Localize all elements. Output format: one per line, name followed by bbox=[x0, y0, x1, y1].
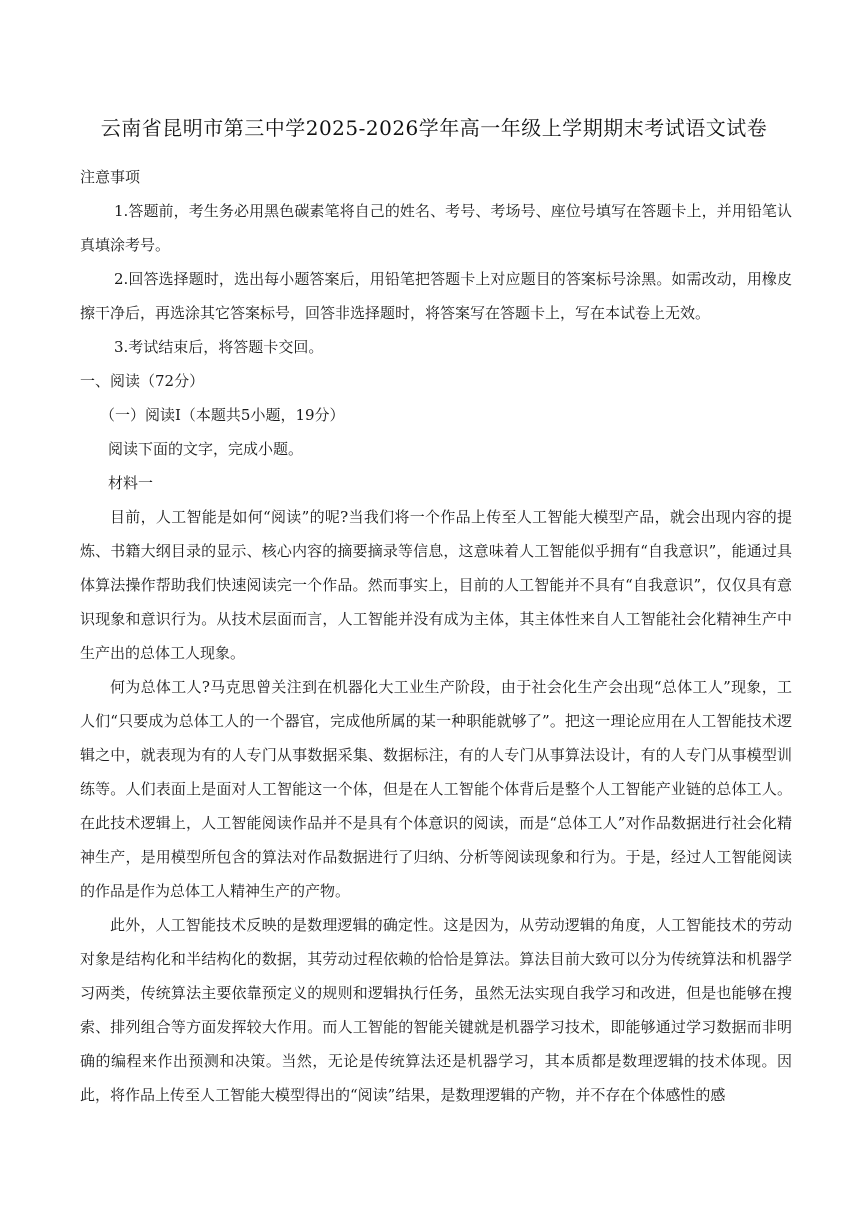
exam-content bbox=[80, 160, 792, 1112]
body-paragraph-1: 目前，人工智能是如何“阅读”的呢?当我们将一个作品上传至人工智能大模型产品，就会出现内容的提炼、书籍大纲目录的显示、核心内容的摘要摘录等信息，这意味着人工智能似乎拥有“自我意识”，能通过具体算法操作帮助我们快速阅读完一个作品。然而事实上，目前的人工智能并不具有“自我意识”，仅仅具有意识现象和意识行为。从技术层面而言，人工智能并没有成为主体，其主体性来自人工智能社会化精神生产中生产出的总体工人现象。 bbox=[80, 508, 792, 662]
notice-item-2: 2.回答选择题时，选出每小题答案后，用铅笔把答题卡上对应题目的答案标号涂黑。如需改动，用橡皮擦干净后，再选涂其它答案标号，回答非选择题时，将答案写在答题卡上，写在本试卷上无效。 bbox=[80, 270, 792, 322]
notice-heading: 注意事项 bbox=[80, 168, 141, 186]
notice-item-1: 1.答题前，考生务必用黑色碳素笔将自己的姓名、考号、考场号、座位号填写在答题卡上，并用铅笔认真填涂考号。 bbox=[80, 202, 792, 254]
section-subheading: （一）阅读Ⅰ（本题共5小题，19分） bbox=[100, 406, 345, 424]
notice-item-3: 3.考试结束后，将答题卡交回。 bbox=[114, 338, 324, 356]
material-label: 材料一 bbox=[108, 474, 154, 492]
reading-instruction: 阅读下面的文字，完成小题。 bbox=[108, 440, 304, 458]
section-heading: 一、阅读（72分） bbox=[80, 372, 205, 390]
body-paragraph-2: 何为总体工人?马克思曾关注到在机器化大工业生产阶段，由于社会化生产会出现“总体工人”现象，工人们“只要成为总体工人的一个器官，完成他所属的某一种职能就够了”。把这一理论应用在人工智能技术逻辑之中，就表现为有的人专门从事数据采集、数据标注，有的人专门从事算法设计，有的人专门从事模型训练等。人们表面上是面对人工智能这一个体，但是在人工智能个体背后是整个人工智能产业链的总体工人。在此技术逻辑上，人工智能阅读作品并不是具有个体意识的阅读，而是“总体工人”对作品数据进行社会化精神生产，是用模型所包含的算法对作品数据进行了归纳、分析等阅读现象和行为。于是，经过人工智能阅读的作品是作为总体工人精神生产的产物。 bbox=[80, 678, 792, 900]
body-paragraph-3: 此外，人工智能技术反映的是数理逻辑的确定性。这是因为，从劳动逻辑的角度，人工智能技术的劳动对象是结构化和半结构化的数据，其劳动过程依赖的恰恰是算法。算法目前大致可以分为传统算法和机器学习两类，传统算法主要依靠预定义的规则和逻辑执行任务，虽然无法实现自我学习和改进，但是也能够在搜索、排列组合等方面发挥较大作用。而人工智能的智能关键就是机器学习技术，即能够通过学习数据而非明确的编程来作出预测和决策。当然，无论是传统算法还是机器学习，其本质都是数理逻辑的技术体现。因此，将作品上传至人工智能大模型得出的“阅读”结果，是数理逻辑的产物，并不存在个体感性的感 bbox=[80, 916, 792, 1104]
exam-title: 云南省昆明市第三中学2025-2026学年高一年级上学期期末考试语文试卷 bbox=[100, 116, 768, 140]
